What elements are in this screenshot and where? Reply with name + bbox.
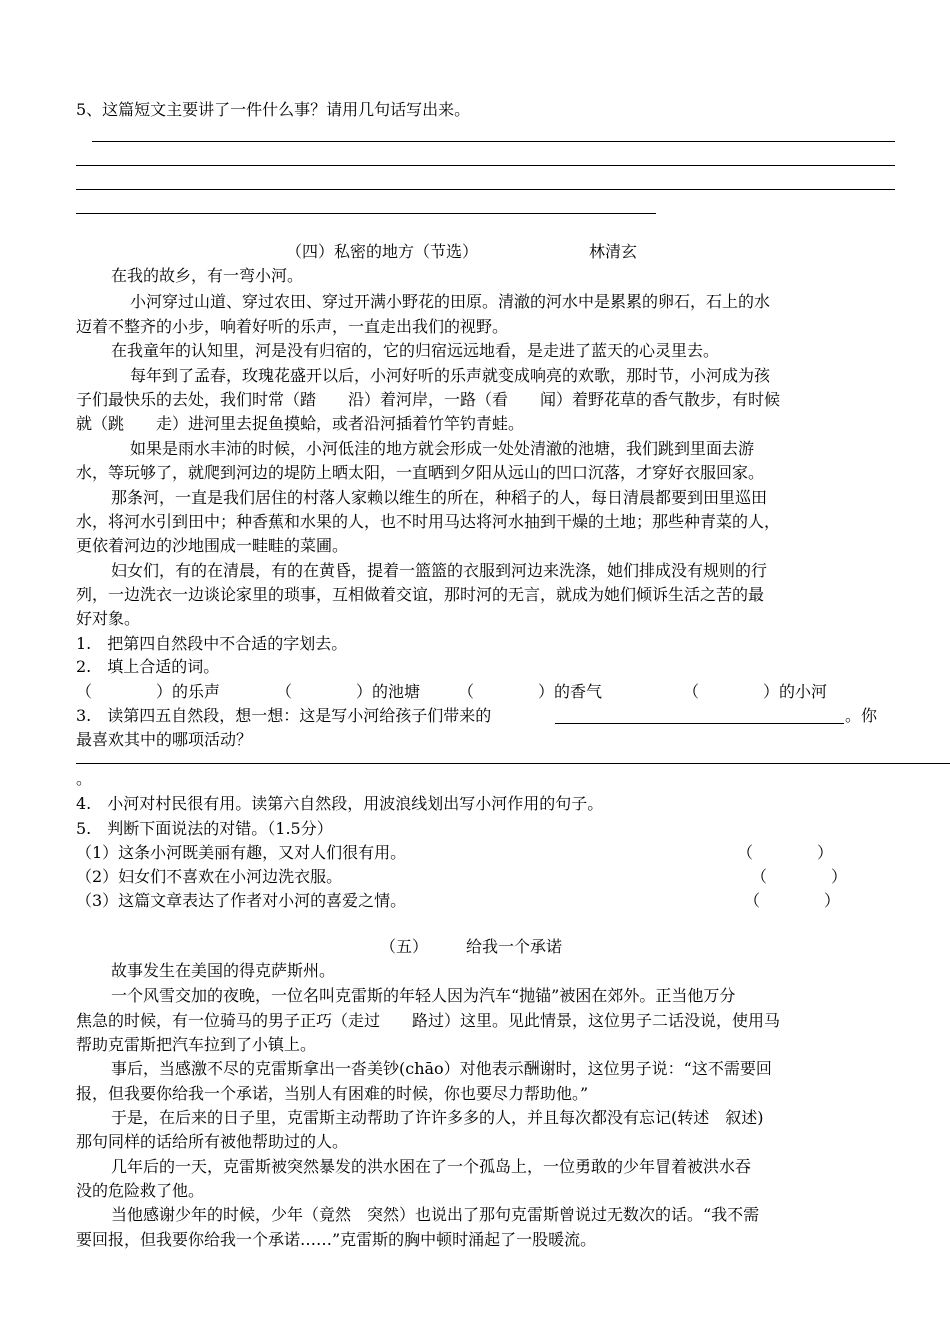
answer-line-2[interactable] [76,165,895,166]
s5-p4b: 那句同样的话给所有被他帮助过的人。 [76,1132,349,1151]
judge-answer-2[interactable]: （ ） [751,867,848,886]
s4-p4c: 就（跳 走）进河里去捉鱼摸蛤，或者沿河插着竹竿钓青蛙。 [76,414,525,433]
q3-answer-blank[interactable] [555,723,844,724]
s4-question-3b: 最喜欢其中的哪项活动？ [76,730,253,749]
s4-p4b: 子们最快乐的去处，我们时常（踏 沿）着河岸，一路（看 闻）着野花草的香气散步，有时候 [76,390,781,409]
s4-p7a: 妇女们，有的在清晨，有的在黄昏，提着一篮篮的衣服到河边来洗涤，她们排成没有规则的行 [111,561,768,580]
s5-p5a: 几年后的一天，克雷斯被突然暴发的洪水困在了一个孤岛上，一位勇敢的少年冒着被洪水吞 [111,1157,752,1176]
s4-p6a: 那条河，一直是我们居住的村落人家赖以维生的所在，种稻子的人，每日清晨都要到田里巡田 [111,488,768,507]
fill-blank-3[interactable]: （ ）的香气 [458,682,603,701]
judge-item-2: （2）妇女们不喜欢在小河边洗衣服。 [76,867,343,886]
section-4-author: 林清玄 [589,242,638,261]
fill-blank-4[interactable]: （ ）的小河 [683,682,828,701]
judge-item-3: （3）这篇文章表达了作者对小河的喜爱之情。 [76,891,407,910]
s5-p2a: 一个风雪交加的夜晚，一位名叫克雷斯的年轻人因为汽车“抛锚”被困在郊外。正当他万分 [111,986,736,1005]
section-4-title: （四）私密的地方（节选） [286,242,479,261]
s4-p4a: 每年到了孟春，玫瑰花盛开以后，小河好听的乐声就变成响亮的欢歌，那时节，小河成为孩 [130,366,771,385]
s4-p3: 在我童年的认知里，河是没有归宿的，它的归宿远远地看，是走进了蓝天的心灵里去。 [111,341,720,360]
s5-p3a: 事后，当感激不尽的克雷斯拿出一沓美钞(chāo）对他表示酬谢时，这位男子说：“这不需要回 [111,1059,772,1078]
s4-p5b: 水，等玩够了，就爬到河边的堤防上晒太阳，一直晒到夕阳从远山的凹口沉落，才穿好衣服回家。 [76,463,765,482]
answer-line-3[interactable] [76,189,895,190]
s4-question-3a-end: 。你 [845,706,878,725]
s4-p2a: 小河穿过山道、穿过农田、穿过开满小野花的田原。清澈的河水中是累累的卵石，石上的水 [130,292,771,311]
s4-p6c: 更依着河边的沙地围成一畦畦的菜圃。 [76,536,349,555]
s4-question-1: 1. 把第四自然段中不合适的字划去。 [76,634,348,653]
s5-p1: 故事发生在美国的得克萨斯州。 [111,961,336,980]
s4-question-4: 4. 小河对村民很有用。读第六自然段，用波浪线划出写小河作用的句子。 [76,794,604,813]
s5-p6a: 当他感谢少年的时候，少年（竟然 突然）也说出了那句克雷斯曾说过无数次的话。“我不需 [111,1205,760,1224]
s5-p2c: 帮助克雷斯把汽车拉到了小镇上。 [76,1035,317,1054]
s5-p3b: 报，但我要你给我一个承诺，当别人有困难的时候，你也要尽力帮助他。” [76,1084,589,1103]
s5-p6b: 要回报，但我要你给我一个承诺……”克雷斯的胸中顿时涌起了一股暖流。 [76,1230,597,1249]
s4-p7c: 好对象。 [76,609,141,628]
judge-answer-3[interactable]: （ ） [744,891,841,910]
question-5-prompt: 5、这篇短文主要讲了一件什么事？请用几句话写出来。 [76,100,471,119]
s4-p6b: 水，将河水引到田中；种香蕉和水果的人，也不时用马达将河水抽到干燥的土地；那些种青菜的人， [76,512,781,531]
judge-answer-1[interactable]: （ ） [737,843,834,862]
s4-p1: 在我的故乡，有一弯小河。 [111,266,304,285]
s4-question-2: 2. 填上合适的词。 [76,657,220,676]
answer-line-1[interactable] [92,141,895,142]
fill-blank-2[interactable]: （ ）的池塘 [276,682,421,701]
section-5-number: （五） [380,937,429,956]
s5-p4a: 于是，在后来的日子里，克雷斯主动帮助了许许多多的人，并且每次都没有忘记(转述 叙述) [111,1108,764,1127]
judge-item-1: （1）这条小河既美丽有趣，又对人们很有用。 [76,843,407,862]
s5-p2b: 焦急的时候，有一位骑马的男子正巧（走过 路过）这里。见此情景，这位男子二话没说，使用马 [76,1011,781,1030]
s4-question-5: 5. 判断下面说法的对错。（1.5分） [76,819,333,838]
fill-blank-1[interactable]: （ ）的乐声 [76,682,221,701]
s4-p5a: 如果是雨水丰沛的时候，小河低洼的地方就会形成一处处清澈的池塘，我们跳到里面去游 [130,439,755,458]
section-5-title: 给我一个承诺 [466,937,563,956]
q3-answer-line[interactable] [76,763,950,764]
s4-p7b: 列，一边洗衣一边谈论家里的琐事，互相做着交谊，那时河的无言，就成为她们倾诉生活之苦的最 [76,585,765,604]
s4-p2b: 迈着不整齐的小步，响着好听的乐声，一直走出我们的视野。 [76,317,509,336]
s5-p5b: 没的危险救了他。 [76,1181,205,1200]
answer-line-4[interactable] [76,213,656,214]
s4-question-3a: 3. 读第四五自然段，想一想：这是写小河给孩子们带来的 [76,706,492,725]
q3-period: 。 [76,769,93,788]
